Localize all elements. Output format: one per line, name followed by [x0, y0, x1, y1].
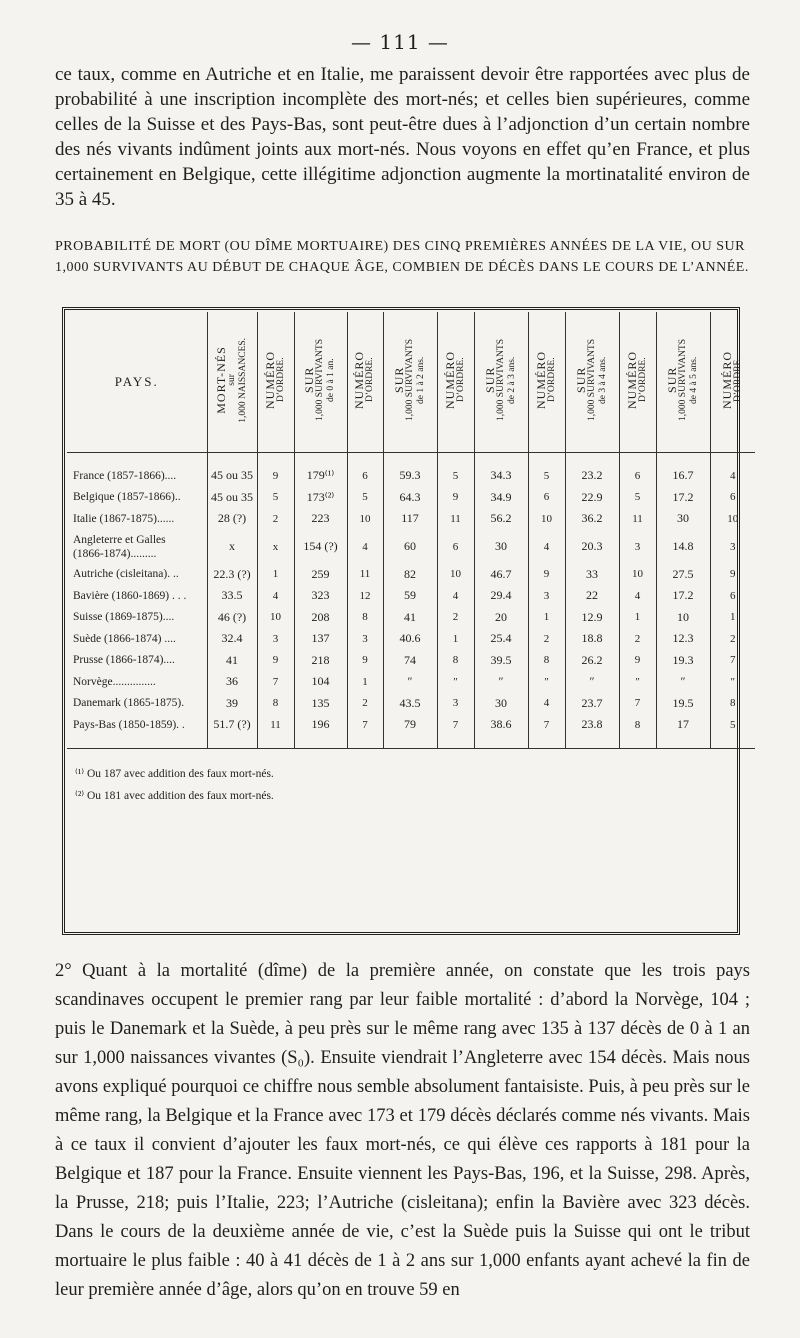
table-cell: 46 (?) [207, 607, 257, 629]
column-header: NUMÉRO D’ORDRE. [619, 312, 656, 453]
table-cell: 30 [474, 530, 528, 564]
table-cell: 323 [294, 585, 347, 607]
table-cell: 6 [619, 465, 656, 487]
column-header: NUMÉRO D’ORDRE. [347, 312, 383, 453]
table-cell: 79 [383, 714, 437, 736]
table-cell: 5 [619, 487, 656, 509]
column-header: MORT-NÉS sur 1,000 NAISSANCES. [207, 312, 257, 453]
table-cell: 2 [528, 628, 565, 650]
table-cell: 5 [437, 465, 474, 487]
country-cell: Suisse (1869-1875).... [73, 611, 175, 624]
table-cell: 17.2 [656, 585, 710, 607]
country-cell: Suède (1866-1874) .... [73, 632, 176, 645]
spacer-row [67, 453, 755, 466]
footnote: ⁽¹⁾ Ou 187 avec addition des faux mort-nés. [75, 767, 274, 780]
table-cell: 104 [294, 671, 347, 693]
table-cell: ″ [474, 671, 528, 693]
table-cell: 17.2 [656, 487, 710, 509]
table-cell: 2 [437, 607, 474, 629]
column-header: SUR 1,000 SURVIVANTS de 0 à 1 an. [294, 312, 347, 453]
table-row [67, 628, 755, 650]
table-cell: 1 [257, 564, 294, 586]
table-notes [67, 748, 755, 873]
table-row [67, 671, 755, 693]
table-cell: 32.4 [207, 628, 257, 650]
table-cell: 22 [565, 585, 619, 607]
table-cell: 38.6 [474, 714, 528, 736]
table-cell: 7 [528, 714, 565, 736]
table-cell: 51.7 (?) [207, 714, 257, 736]
column-header: SUR 1,000 SURVIVANTS de 3 à 4 ans. [565, 312, 619, 453]
table-row [67, 508, 755, 530]
table-cell: 30 [656, 508, 710, 530]
table-cell: ″ [437, 671, 474, 693]
table-cell: 6 [437, 530, 474, 564]
table-cell: 23.7 [565, 693, 619, 715]
table-cell: 9 [257, 650, 294, 672]
table-cell: 17 [656, 714, 710, 736]
table-cell: 11 [619, 508, 656, 530]
country-cell: Pays-Bas (1850-1859). . [73, 718, 185, 731]
table-cell: 8 [347, 607, 383, 629]
table-cell: 45 ou 35 [207, 487, 257, 509]
page-number: — 111 — [351, 30, 449, 54]
table-cell: 22.9 [565, 487, 619, 509]
table-row [67, 465, 755, 487]
table-cell: 12.3 [656, 628, 710, 650]
table-cell: ″ [528, 671, 565, 693]
table-cell: 259 [294, 564, 347, 586]
table-cell: 59.3 [383, 465, 437, 487]
table-row [67, 693, 755, 715]
table-cell: 3 [347, 628, 383, 650]
spacer-row [67, 736, 755, 749]
table-cell: 8 [257, 693, 294, 715]
table-cell: 9 [257, 465, 294, 487]
table-cell: 10 [528, 508, 565, 530]
table-cell: 8 [710, 693, 755, 715]
table-cell: 5 [710, 714, 755, 736]
table-cell: 8 [528, 650, 565, 672]
table-cell: 11 [257, 714, 294, 736]
table-cell: 20 [474, 607, 528, 629]
table-cell: 20.3 [565, 530, 619, 564]
table-cell: 36 [207, 671, 257, 693]
table-cell: 12 [347, 585, 383, 607]
intro-paragraph: ce taux, comme en Autriche et en Italie, me paraissent devoir être rapportées avec plus de probabilité à une inscription incomplète des mort-nés; et celles bien supérieures, comme celles de la Suisse et des Pays-Bas, sont peut-être dues à l’adjonction d’un certain nombre des nés vivants indûment joints aux mort-nés. Nous voyons en effet qu’en France, et plus certainement en Belgique, cette illégitime adjonction augmente la mortinatalité environ de 35 à 45. [55, 64, 750, 210]
table-cell: 10 [656, 607, 710, 629]
table-cell: 3 [710, 530, 755, 564]
table-cell: 10 [619, 564, 656, 586]
country-cell: Angleterre et Galles (1866-1874)......... [73, 533, 166, 560]
footnote: ⁽²⁾ Ou 181 avec addition des faux mort-nés. [75, 789, 274, 802]
country-cell: France (1857-1866).... [73, 469, 177, 482]
table-cell: ″ [656, 671, 710, 693]
table-row [67, 714, 755, 736]
table-cell: 12.9 [565, 607, 619, 629]
table-cell: 28 (?) [207, 508, 257, 530]
table-cell: 74 [383, 650, 437, 672]
table-cell: 5 [528, 465, 565, 487]
table-cell: 40.6 [383, 628, 437, 650]
table-cell: 3 [257, 628, 294, 650]
table-cell: 59 [383, 585, 437, 607]
table-cell: 4 [710, 465, 755, 487]
table-cell: 23.2 [565, 465, 619, 487]
column-header: NUMÉRO D’ORDRE. [528, 312, 565, 453]
country-cell: Danemark (1865-1875). [73, 697, 185, 710]
table-cell: 8 [619, 714, 656, 736]
table-cell: 10 [257, 607, 294, 629]
table-cell: ″ [383, 671, 437, 693]
table-cell: 6 [528, 487, 565, 509]
table-cell: ″ [619, 671, 656, 693]
table-cell: 208 [294, 607, 347, 629]
table-cell: 10 [347, 508, 383, 530]
table-cell: 19.3 [656, 650, 710, 672]
table-body [67, 453, 755, 873]
table-cell: 4 [347, 530, 383, 564]
column-header: NUMÉRO D’ORDRE. [437, 312, 474, 453]
table-cell: 11 [437, 508, 474, 530]
table-cell: ″ [565, 671, 619, 693]
table-cell: 179⁽¹⁾ [294, 465, 347, 487]
table-cell: 27.5 [656, 564, 710, 586]
table-cell: 33 [565, 564, 619, 586]
mortality-table [67, 312, 755, 873]
table-cell: 9 [619, 650, 656, 672]
body-paragraph: 2° Quant à la mortalité (dîme) de la première année, on constate que les trois pays scandinaves occupent le premier rang par leur faible mortalité : d’abord la Norvège, 104 ; puis le Danemark et la Suède, à peu près sur le même rang avec 135 à 137 décès de 0 à 1 an sur 1,000 naissances vivantes (S₀). Ensuite viendrait l’Angleterre avec 154 décès. Mais nous avons expliqué pourquoi ce chiffre nous semble absolument fantaisiste. Puis, à peu près sur le même rang, la Belgique et la France avec 173 et 179 décès déclarés comme nés vivants. Mais à ce taux il convient d’ajouter les faux mort-nés, ce qui élève ces rapports à 181 pour la Belgique et 187 pour la France. Ensuite viennent les Pays-Bas, 196, et la Suisse, 298. Après, la Prusse, 218; puis l’Italie, 223; l’Autriche (cisleitana); enfin la Bavière avec 323 décès. Dans le cours de la deuxième année de vie, c’est la Suède puis la Suisse qui ont le tribut mortuaire le plus faible : 40 à 41 décès de 1 à 2 ans sur 1,000 enfants ayant achevé la fin de leur première année d’âge, alors qu’on en trouve 59 en [55, 961, 750, 1300]
table-cell: 34.3 [474, 465, 528, 487]
table-cell: 56.2 [474, 508, 528, 530]
table-cell: 29.4 [474, 585, 528, 607]
column-header: NUMÉRO D’ORDRE. [257, 312, 294, 453]
table-cell: 45 ou 35 [207, 465, 257, 487]
table-cell: 9 [528, 564, 565, 586]
table-row [67, 585, 755, 607]
table-cell: x [207, 530, 257, 564]
table-cell: 6 [710, 585, 755, 607]
country-cell: Italie (1867-1875)...... [73, 512, 175, 525]
table-cell: 7 [710, 650, 755, 672]
table-cell: 3 [528, 585, 565, 607]
table-cell: 5 [257, 487, 294, 509]
table-cell: 1 [347, 671, 383, 693]
table-cell: 10 [437, 564, 474, 586]
table-header-row [67, 312, 755, 453]
table-cell: 11 [347, 564, 383, 586]
table-cell: 43.5 [383, 693, 437, 715]
table-cell: 218 [294, 650, 347, 672]
column-header: SUR 1,000 SURVIVANTS de 1 à 2 ans. [383, 312, 437, 453]
table-cell: 9 [710, 564, 755, 586]
table-cell: 154 (?) [294, 530, 347, 564]
table-cell: 9 [347, 650, 383, 672]
table-cell: 4 [257, 585, 294, 607]
table-cell: 34.9 [474, 487, 528, 509]
country-cell: Belgique (1857-1866).. [73, 491, 181, 504]
table-cell: 19.5 [656, 693, 710, 715]
table-cell: 2 [619, 628, 656, 650]
country-cell: Autriche (cisleitana). .. [73, 568, 179, 581]
table-notes-row [67, 748, 755, 873]
table-cell: 196 [294, 714, 347, 736]
table-row [67, 487, 755, 509]
table-cell: 7 [347, 714, 383, 736]
table-cell: 23.8 [565, 714, 619, 736]
table-cell: 2 [710, 628, 755, 650]
column-header: SUR 1,000 SURVIVANTS de 2 à 3 ans. [474, 312, 528, 453]
table-heading: PROBABILITÉ DE MORT (OU DÎME MORTUAIRE) DES CINQ PREMIÈRES ANNÉES DE LA VIE, OU SUR 1,000 SURVIVANTS AU DÉBUT DE CHAQUE ÂGE, COMBIEN DE DÉCÈS DANS LE COURS DE L’ANNÉE. [55, 239, 749, 275]
table-cell: 33.5 [207, 585, 257, 607]
table-cell: 30 [474, 693, 528, 715]
table-cell: 82 [383, 564, 437, 586]
table-cell: 26.2 [565, 650, 619, 672]
table-cell: 36.2 [565, 508, 619, 530]
column-header: NUMÉRO D’ORDRE. [710, 312, 755, 453]
table-cell: 2 [347, 693, 383, 715]
table-cell: 3 [437, 693, 474, 715]
table-cell: 6 [710, 487, 755, 509]
table-cell: 64.3 [383, 487, 437, 509]
table-cell: 137 [294, 628, 347, 650]
table-cell: 39.5 [474, 650, 528, 672]
country-cell: Prusse (1866-1874).... [73, 654, 175, 667]
table-cell: 135 [294, 693, 347, 715]
table-cell: 9 [437, 487, 474, 509]
table-cell: 10 [710, 508, 755, 530]
table-cell: 1 [710, 607, 755, 629]
table-row [67, 564, 755, 586]
column-header: SUR 1,000 SURVIVANTS de 4 à 5 ans. [656, 312, 710, 453]
table-cell: 60 [383, 530, 437, 564]
table-cell: 7 [257, 671, 294, 693]
table-cell: 7 [437, 714, 474, 736]
table-cell: 2 [257, 508, 294, 530]
table-cell: 3 [619, 530, 656, 564]
table-cell: ″ [710, 671, 755, 693]
table-cell: 46.7 [474, 564, 528, 586]
table-cell: 1 [528, 607, 565, 629]
table-cell: 117 [383, 508, 437, 530]
table-cell: 8 [437, 650, 474, 672]
table-row [67, 650, 755, 672]
table-cell: 18.8 [565, 628, 619, 650]
table-cell: 223 [294, 508, 347, 530]
table-cell: 4 [619, 585, 656, 607]
table-cell: 4 [437, 585, 474, 607]
table-row [67, 530, 755, 564]
table-cell: 39 [207, 693, 257, 715]
table-cell: 1 [437, 628, 474, 650]
table-row [67, 607, 755, 629]
table-cell: 4 [528, 530, 565, 564]
country-cell: Norvège............... [73, 675, 156, 688]
table-cell: 22.3 (?) [207, 564, 257, 586]
table-cell: 7 [619, 693, 656, 715]
table-cell: 14.8 [656, 530, 710, 564]
table-cell: x [257, 530, 294, 564]
country-cell: Bavière (1860-1869) . . . [73, 589, 187, 602]
table-cell: 6 [347, 465, 383, 487]
table-cell: 41 [383, 607, 437, 629]
table-cell: 5 [347, 487, 383, 509]
country-column-header: PAYS. [67, 312, 207, 453]
table-cell: 4 [528, 693, 565, 715]
table-cell: 25.4 [474, 628, 528, 650]
table-cell: 1 [619, 607, 656, 629]
table-cell: 173⁽²⁾ [294, 487, 347, 509]
table-cell: 41 [207, 650, 257, 672]
table-cell: 16.7 [656, 465, 710, 487]
